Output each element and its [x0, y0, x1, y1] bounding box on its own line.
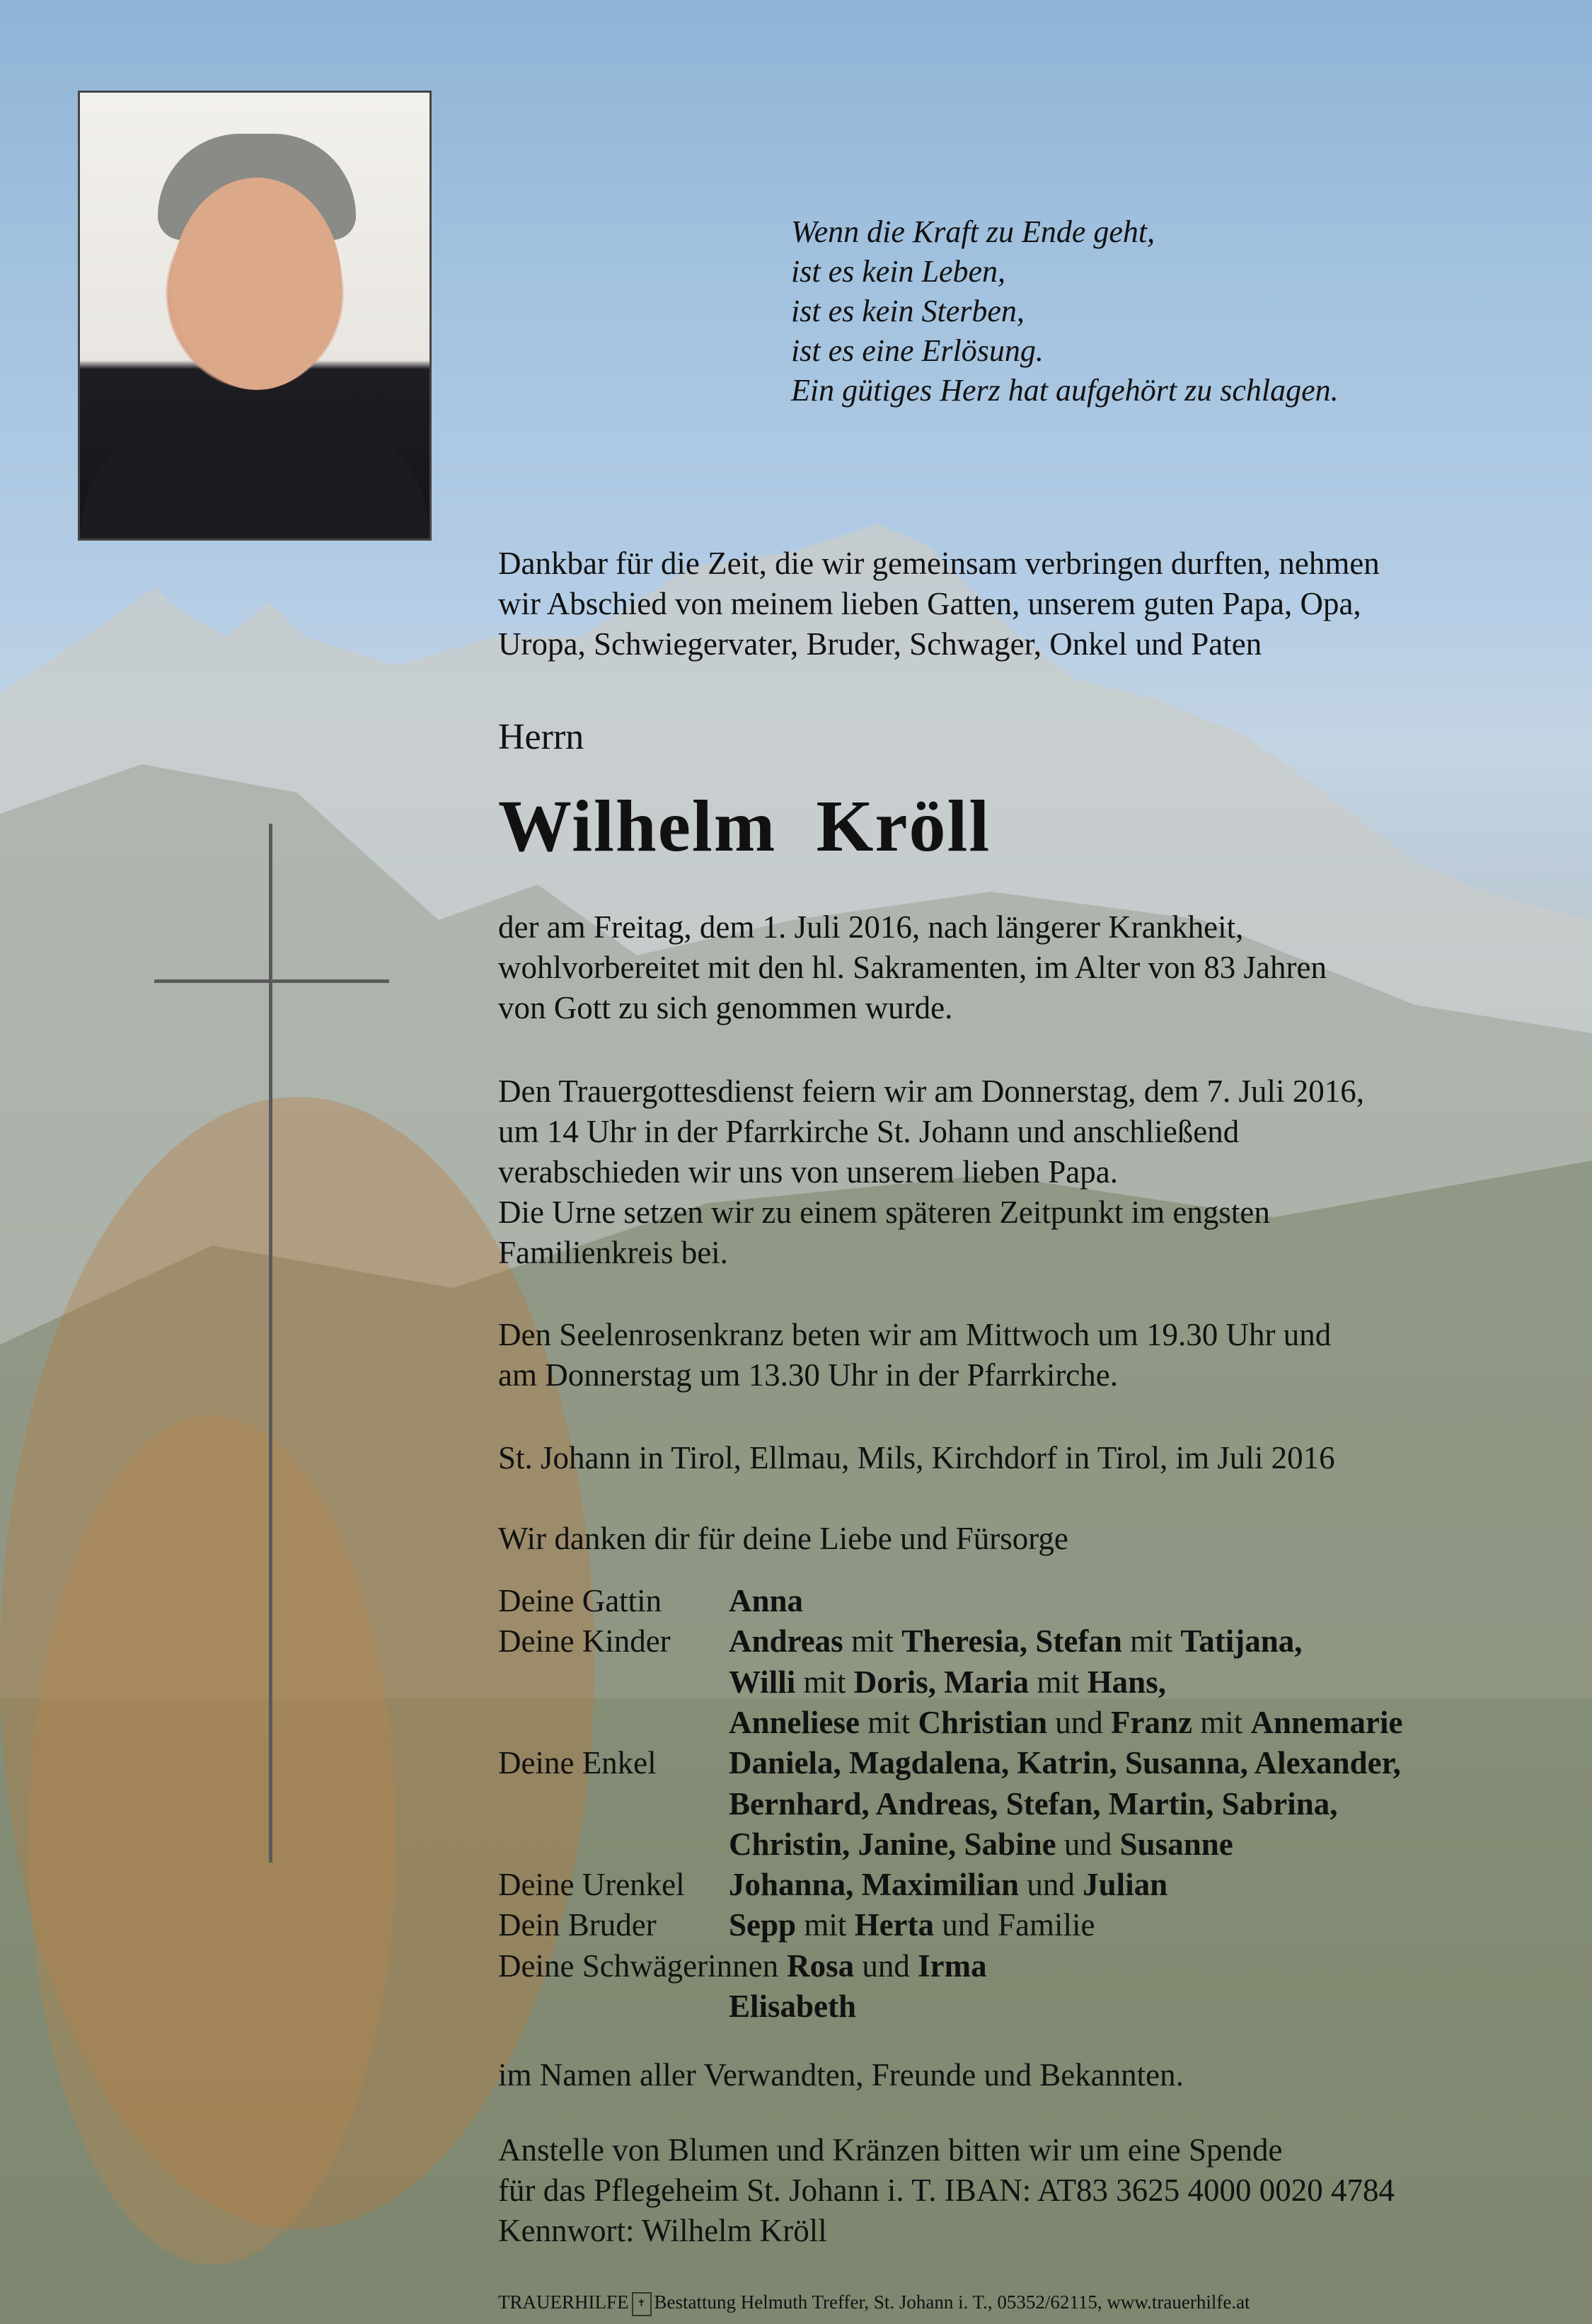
- family-label: Deine Kinder: [498, 1623, 671, 1659]
- family-row: [498, 1865, 1167, 1905]
- family-row: [498, 1621, 1303, 1662]
- family-connector: mit: [1121, 1623, 1181, 1659]
- service-paragraph: Den Trauergottesdienst feiern wir am Donnerstag, dem 7. Juli 2016, um 14 Uhr in der Pfarrkirche St. Johann und anschließend verabschieden wir uns von unserem lieben Papa. Die Urne setzen wir zu einem späteren Zeitpunkt im engsten Familienkreis bei.: [498, 1074, 1364, 1270]
- closing-line: im Namen aller Verwandten, Freunde und Bekannten.: [498, 2057, 1184, 2093]
- family-member: Willi: [729, 1664, 796, 1700]
- family-connector: mit: [1192, 1705, 1251, 1740]
- family-connector: und: [1047, 1705, 1112, 1740]
- family-row: [498, 1743, 1401, 1783]
- poem-line: ist es eine Erlösung.: [791, 333, 1044, 368]
- family-label: Deine Enkel: [498, 1745, 657, 1781]
- family-member: Irma: [918, 1948, 987, 1984]
- intro-paragraph: Dankbar für die Zeit, die wir gemeinsam verbringen durften, nehmen wir Abschied von meinem lieben Gatten, unserem guten Papa, Opa, Uropa, Schwiegervater, Bruder, Schwager, Onkel und Paten: [498, 546, 1380, 662]
- family-member: Theresia, Stefan: [901, 1623, 1122, 1659]
- family-connector: und: [854, 1948, 918, 1984]
- family-connector: mit: [843, 1623, 902, 1659]
- family-connector: und: [1019, 1867, 1083, 1902]
- donation-paragraph: Anstelle von Blumen und Kränzen bitten wir um eine Spende für das Pflegeheim St. Johann i. T. IBAN: AT83 3625 4000 0020 4784 Kennwort: Wilhelm Kröll: [498, 2132, 1395, 2248]
- family-member: Johanna, Maximilian: [729, 1867, 1020, 1902]
- family-connector: mit: [795, 1664, 854, 1700]
- family-row: [498, 1946, 987, 1986]
- cross-bar: [154, 979, 389, 983]
- poem-line: Ein gütiges Herz hat aufgehört zu schlagen.: [791, 373, 1339, 408]
- poem: [791, 212, 1499, 410]
- family-member: Franz: [1111, 1705, 1193, 1740]
- family-member: Anna: [729, 1583, 804, 1618]
- family-label: Deine Gattin: [498, 1583, 662, 1618]
- family-row: [498, 1581, 803, 1621]
- family-member: Annemarie: [1250, 1705, 1403, 1740]
- family-member: Doris, Maria: [853, 1664, 1029, 1700]
- family-member: Sepp: [729, 1907, 797, 1943]
- poem-line: ist es kein Sterben,: [791, 294, 1025, 328]
- family-member: Tatijana,: [1180, 1623, 1303, 1659]
- family-member: Anneliese: [729, 1705, 860, 1740]
- deceased-name: Wilhelm Kröll: [498, 786, 991, 867]
- poem-line: Wenn die Kraft zu Ende geht,: [791, 214, 1155, 249]
- family-row: [498, 1905, 1095, 1945]
- family-label: Deine Urenkel: [498, 1867, 685, 1902]
- family-member: Hans,: [1087, 1664, 1166, 1700]
- rosary-paragraph: Den Seelenrosenkranz beten wir am Mittwoch um 19.30 Uhr und am Donnerstag um 13.30 Uhr in der Pfarrkirche.: [498, 1317, 1332, 1393]
- family-member: Christin, Janine, Sabine: [729, 1827, 1056, 1862]
- family-member: Christian: [918, 1705, 1048, 1740]
- family-connector: mit: [1029, 1664, 1088, 1700]
- family-member: Andreas: [729, 1623, 843, 1659]
- footer-brand: TRAUERHILFE: [498, 2291, 629, 2313]
- poem-line: ist es kein Leben,: [791, 254, 1006, 289]
- family-label: Deine Schwägerinnen: [498, 1948, 779, 1984]
- salutation: Herrn: [498, 717, 584, 757]
- family-member: Elisabeth: [729, 1989, 857, 2024]
- footer: [498, 2291, 1250, 2316]
- family-row: [498, 1662, 1166, 1703]
- thanks-line: Wir danken dir für deine Liebe und Fürsorge: [498, 1521, 1068, 1556]
- portrait-photo: [78, 91, 432, 541]
- family-row: [498, 1703, 1403, 1743]
- family-label: Dein Bruder: [498, 1907, 657, 1943]
- family-member: Susanne: [1119, 1827, 1233, 1862]
- death-paragraph: der am Freitag, dem 1. Juli 2016, nach längerer Krankheit, wohlvorbereitet mit den hl. Sakramenten, im Alter von 83 Jahren von Gott zu sich genommen wurde.: [498, 909, 1327, 1025]
- family-row: [498, 1986, 856, 2027]
- family-connector: mit: [860, 1705, 918, 1740]
- family-row: [498, 1824, 1233, 1865]
- family-member: Rosa: [787, 1948, 855, 1984]
- family-member: Daniela, Magdalena, Katrin, Susanna, Alexander,: [729, 1745, 1401, 1781]
- family-connector: und Familie: [934, 1907, 1095, 1943]
- family-connector: und: [1056, 1827, 1120, 1862]
- family-member: Julian: [1083, 1867, 1168, 1902]
- family-member: Bernhard, Andreas, Stefan, Martin, Sabrina,: [729, 1786, 1338, 1822]
- family-member: Herta: [854, 1907, 935, 1943]
- footer-text: Bestattung Helmuth Treffer, St. Johann i. T., 05352/62115, www.trauerhilfe.at: [654, 2291, 1250, 2313]
- trauerhilfe-logo-icon: ✝: [632, 2292, 652, 2316]
- family-row: [498, 1784, 1338, 1824]
- place-date: St. Johann in Tirol, Ellmau, Mils, Kirchdorf in Tirol, im Juli 2016: [498, 1440, 1335, 1475]
- family-connector: mit: [796, 1907, 855, 1943]
